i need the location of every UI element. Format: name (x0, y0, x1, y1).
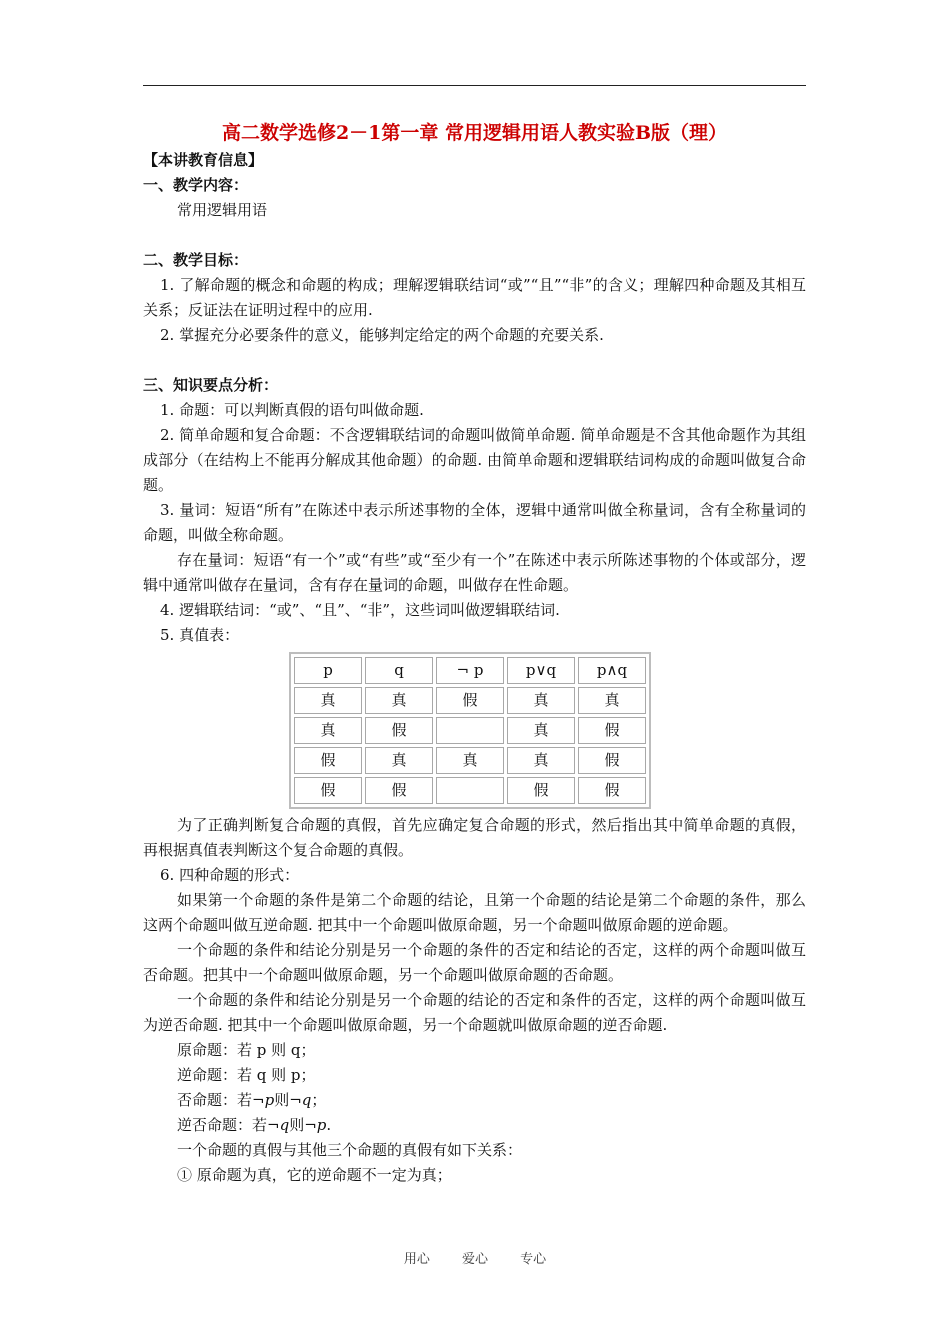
form-contra-prefix: 逆否命题：若 (177, 1116, 268, 1134)
table-cell: 假 (507, 777, 575, 804)
header-cell: ¬ p (436, 657, 504, 684)
table-cell: 真 (507, 747, 575, 774)
section-1-content: 常用逻辑用语 (177, 201, 268, 219)
document-body (143, 118, 806, 1188)
point-4: 4. 逻辑联结词：“或”、“且”、“非”，这些词叫做逻辑联结词. (160, 601, 560, 619)
header-cell: p (294, 657, 362, 684)
contrapositive-definition: 一个命题的条件和结论分别是另一个命题的结论的否定和条件的否定，这样的两个命题叫做互为逆否命题. 把其中一个命题叫做原命题，另一个命题就叫做原命题的逆否命题. (143, 991, 806, 1034)
table-cell: 真 (578, 687, 646, 714)
point-6: 6. 四种命题的形式： (160, 866, 300, 884)
point-3-existential: 存在量词：短语“有一个”或“有些”或“至少有一个”在陈述中表示所陈述事物的个体或部分，逻辑中通常叫做存在量词，含有存在量词的命题，叫做存在性命题。 (143, 551, 806, 594)
top-rule (143, 85, 806, 86)
table-cell: 真 (365, 687, 433, 714)
footer-word: 用心 (403, 1252, 430, 1267)
table-cell: 真 (436, 747, 504, 774)
not-p-symbol: ¬p (304, 1116, 327, 1134)
table-cell: 假 (578, 717, 646, 744)
header-cell: q (365, 657, 433, 684)
section-1-heading: 一、教学内容： (143, 176, 249, 194)
truth-relation-intro: 一个命题的真假与其他三个命题的真假有如下关系： (177, 1141, 523, 1159)
table-cell: 真 (294, 717, 362, 744)
page-title: 高二数学选修2－1第一章 常用逻辑用语人教实验B版（理） (221, 122, 728, 144)
goal-item-1: 1. 了解命题的概念和命题的构成；理解逻辑联结词“或”“且”“非”的含义；理解四种命题及其相互关系；反证法在证明过程中的应用. (143, 276, 806, 319)
point-3: 3. 量词：短语“所有”在陈述中表示所述事物的全体，逻辑中通常叫做全称量词，含有全称量词的命题，叫做全称命题。 (143, 501, 806, 544)
education-info-label: 【本讲教育信息】 (143, 151, 264, 169)
point-5: 5. 真值表： (160, 626, 240, 644)
section-2-heading: 二、教学目标： (143, 251, 249, 269)
page-footer (0, 1248, 950, 1267)
table-cell: 假 (578, 747, 646, 774)
footer-word: 爱心 (461, 1252, 488, 1267)
form-inverse-mid: 则 (274, 1091, 290, 1109)
table-cell: 假 (294, 747, 362, 774)
table-cell: 假 (365, 717, 433, 744)
table-row (294, 687, 646, 714)
table-cell: 真 (507, 687, 575, 714)
table-cell: 假 (436, 687, 504, 714)
form-inverse-end: ； (311, 1091, 327, 1109)
form-inverse-prefix: 否命题：若 (177, 1091, 253, 1109)
form-contrapositive (143, 1113, 806, 1138)
form-original: 原命题：若 p 则 q； (177, 1041, 316, 1059)
table-cell: 真 (507, 717, 575, 744)
table-cell (436, 777, 504, 804)
header-cell: p∧q (578, 657, 646, 684)
table-cell (436, 717, 504, 744)
form-inverse (143, 1088, 806, 1113)
truth-table-explanation: 为了正确判断复合命题的真假，首先应确定复合命题的形式，然后指出其中简单命题的真假，再根据真值表判断这个复合命题的真假。 (143, 816, 806, 859)
form-contra-mid: 则 (289, 1116, 305, 1134)
truth-table-header-row (294, 657, 646, 684)
point-2: 2. 简单命题和复合命题：不含逻辑联结词的命题叫做简单命题. 简单命题是不含其他命题作为其组成部分（在结构上不能再分解成其他命题）的命题. 由简单命题和逻辑联结词构成的命题叫做复合命题。 (143, 426, 806, 494)
point-1: 1. 命题：可以判断真假的语句叫做命题. (160, 401, 424, 419)
table-cell: 假 (294, 777, 362, 804)
section-3-heading: 三、知识要点分析： (143, 376, 279, 394)
not-p-symbol: ¬p (252, 1091, 275, 1109)
form-converse: 逆命题：若 q 则 p； (177, 1066, 316, 1084)
table-cell: 假 (578, 777, 646, 804)
truth-relation-1: ① 原命题为真，它的逆命题不一定为真； (177, 1166, 452, 1184)
table-cell: 真 (294, 687, 362, 714)
form-contra-end: . (326, 1116, 332, 1134)
header-cell: p∨q (507, 657, 575, 684)
table-cell: 假 (365, 777, 433, 804)
table-row (294, 747, 646, 774)
truth-table-wrapper (289, 652, 806, 809)
inverse-definition: 一个命题的条件和结论分别是另一个命题的条件的否定和结论的否定，这样的两个命题叫做互否命题。把其中一个命题叫做原命题，另一个命题叫做原命题的否命题。 (143, 941, 806, 984)
truth-table (289, 652, 651, 809)
footer-word: 专心 (520, 1252, 547, 1267)
not-q-symbol: ¬q (267, 1116, 290, 1134)
table-row (294, 777, 646, 804)
table-cell: 真 (365, 747, 433, 774)
table-row (294, 717, 646, 744)
converse-definition: 如果第一个命题的条件是第二个命题的结论，且第一个命题的结论是第二个命题的条件，那么这两个命题叫做互逆命题. 把其中一个命题叫做原命题，另一个命题叫做原命题的逆命题。 (143, 891, 806, 934)
goal-item-2: 2. 掌握充分必要条件的意义，能够判定给定的两个命题的充要关系. (160, 326, 604, 344)
not-q-symbol: ¬q (289, 1091, 312, 1109)
